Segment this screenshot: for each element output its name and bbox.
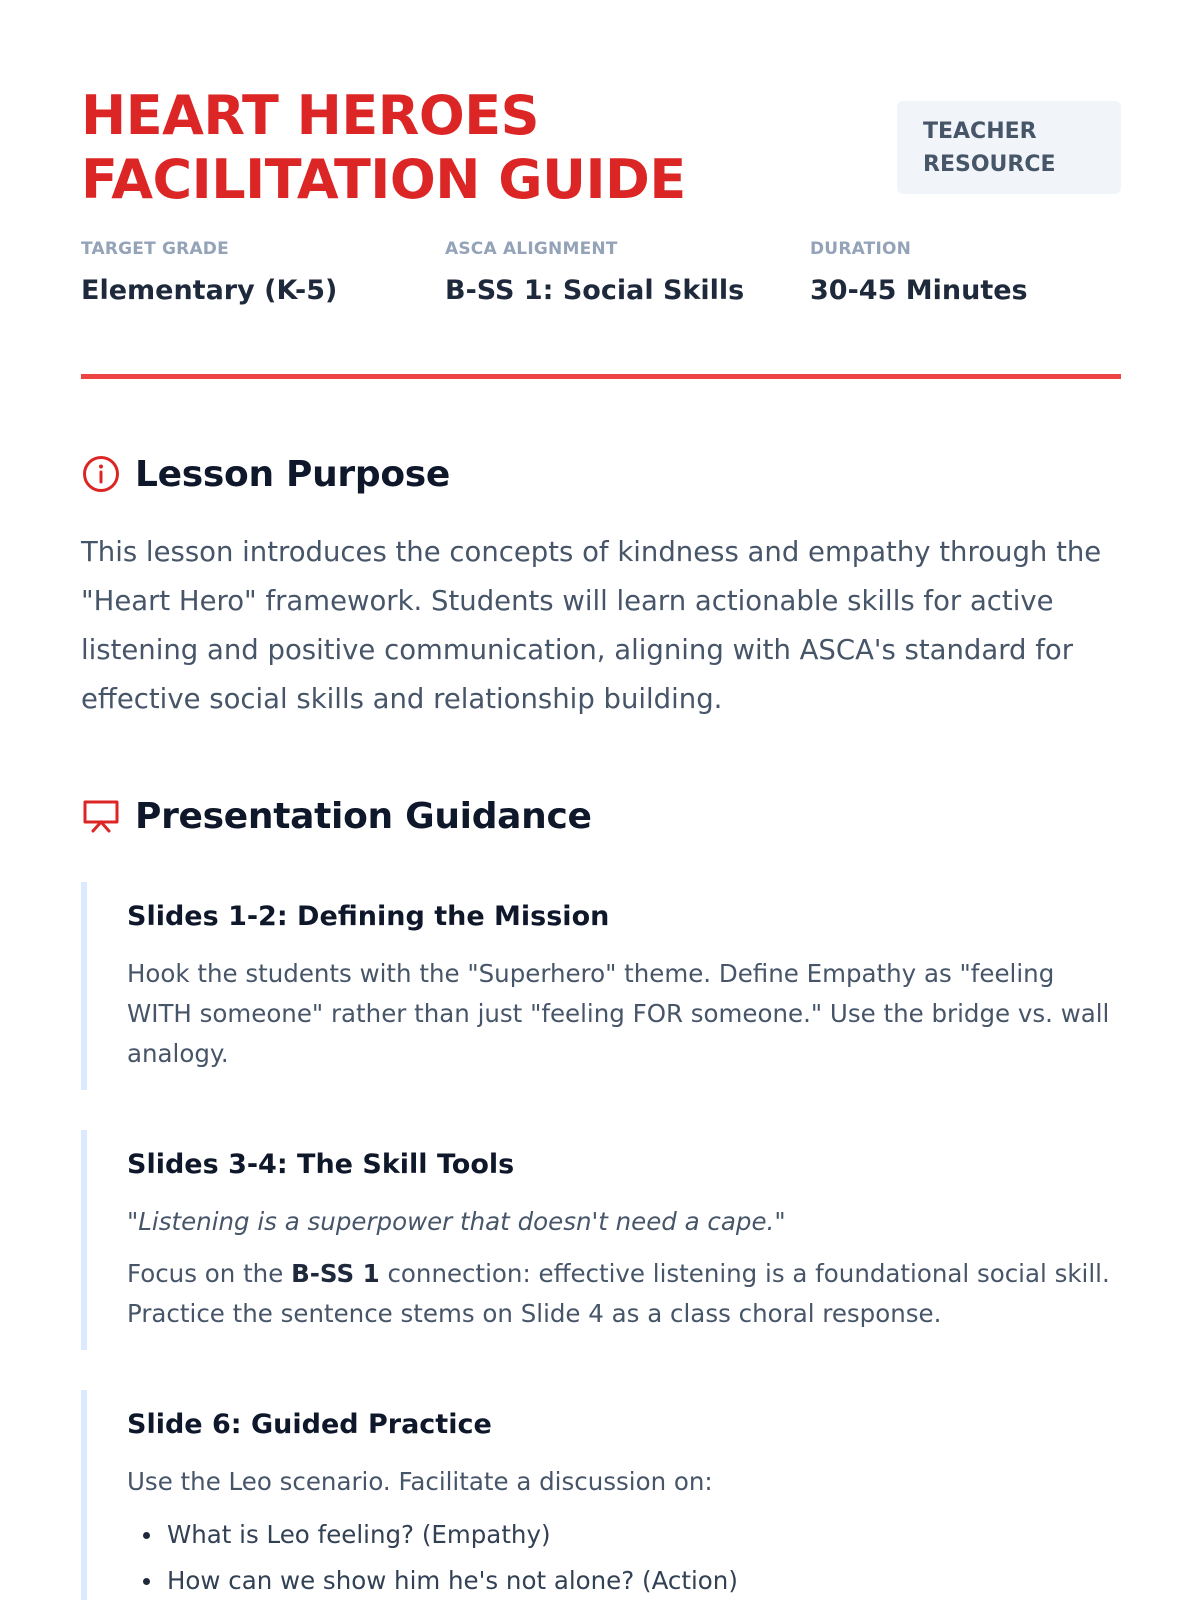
slide-card-mission bbox=[81, 882, 1121, 1090]
presentation-guidance-heading bbox=[81, 794, 592, 838]
meta-asca-alignment bbox=[445, 238, 744, 308]
slide-card-body: Hook the students with the "Superhero" theme. Define Empathy as "feeling WITH someone" rather than just "feeling FOR someone." Use the bridge vs. wall analogy. bbox=[127, 959, 1110, 1068]
list-item: What is Leo feeling? (Empathy) bbox=[127, 1512, 1121, 1558]
meta-target-grade bbox=[81, 238, 337, 308]
slide-card-guided-practice bbox=[81, 1390, 1121, 1600]
meta-label: TARGET GRADE bbox=[81, 239, 229, 259]
section-title: Lesson Purpose bbox=[135, 453, 451, 495]
info-circle-icon bbox=[81, 454, 121, 494]
page-title bbox=[81, 84, 841, 212]
discussion-list bbox=[127, 1512, 1121, 1600]
title-line-2: FACILITATION GUIDE bbox=[81, 148, 686, 211]
section-title: Presentation Guidance bbox=[135, 795, 592, 837]
meta-value: B-SS 1: Social Skills bbox=[445, 275, 745, 306]
title-line-1: HEART HEROES bbox=[81, 84, 540, 147]
meta-label: ASCA ALIGNMENT bbox=[445, 239, 618, 259]
presentation-board-icon bbox=[81, 796, 121, 836]
meta-value: 30-45 Minutes bbox=[810, 275, 1028, 306]
badge-line-2: RESOURCE bbox=[923, 152, 1056, 177]
slide-card-quote: "Listening is a superpower that doesn't need a cape." bbox=[127, 1207, 786, 1236]
slide-card-body bbox=[127, 1254, 1121, 1334]
slide-card-body: Use the Leo scenario. Facilitate a discussion on: bbox=[127, 1467, 713, 1496]
header-divider bbox=[81, 374, 1121, 379]
slide-card-skill-tools bbox=[81, 1130, 1121, 1350]
teacher-resource-badge bbox=[897, 101, 1121, 194]
facilitation-guide-page bbox=[81, 0, 1121, 1600]
list-item: How can we show him he's not alone? (Action) bbox=[127, 1558, 1121, 1600]
body-suffix: connection: effective listening is a foundational social skill. Practice the sentence stems on Slide 4 as a class choral response. bbox=[127, 1259, 1110, 1328]
lesson-purpose-heading bbox=[81, 452, 450, 496]
badge-line-1: TEACHER bbox=[923, 119, 1037, 144]
slide-card-title: Slides 1-2: Defining the Mission bbox=[127, 901, 610, 932]
meta-duration bbox=[810, 238, 1028, 308]
lesson-purpose-text: This lesson introduces the concepts of kindness and empathy through the "Heart Hero" framework. Students will learn actionable skills for active listening and positive communication, aligning with ASCA's standard for effective social skills and relationship building. bbox=[81, 536, 1102, 715]
document-header bbox=[81, 84, 1121, 224]
meta-value: Elementary (K-5) bbox=[81, 275, 338, 306]
slide-card-title: Slides 3-4: The Skill Tools bbox=[127, 1149, 515, 1180]
slide-card-title: Slide 6: Guided Practice bbox=[127, 1409, 492, 1440]
lesson-meta bbox=[81, 238, 1121, 318]
body-prefix: Focus on the bbox=[127, 1259, 292, 1288]
meta-label: DURATION bbox=[810, 239, 912, 259]
body-bold-standard: B-SS 1 bbox=[291, 1259, 380, 1288]
